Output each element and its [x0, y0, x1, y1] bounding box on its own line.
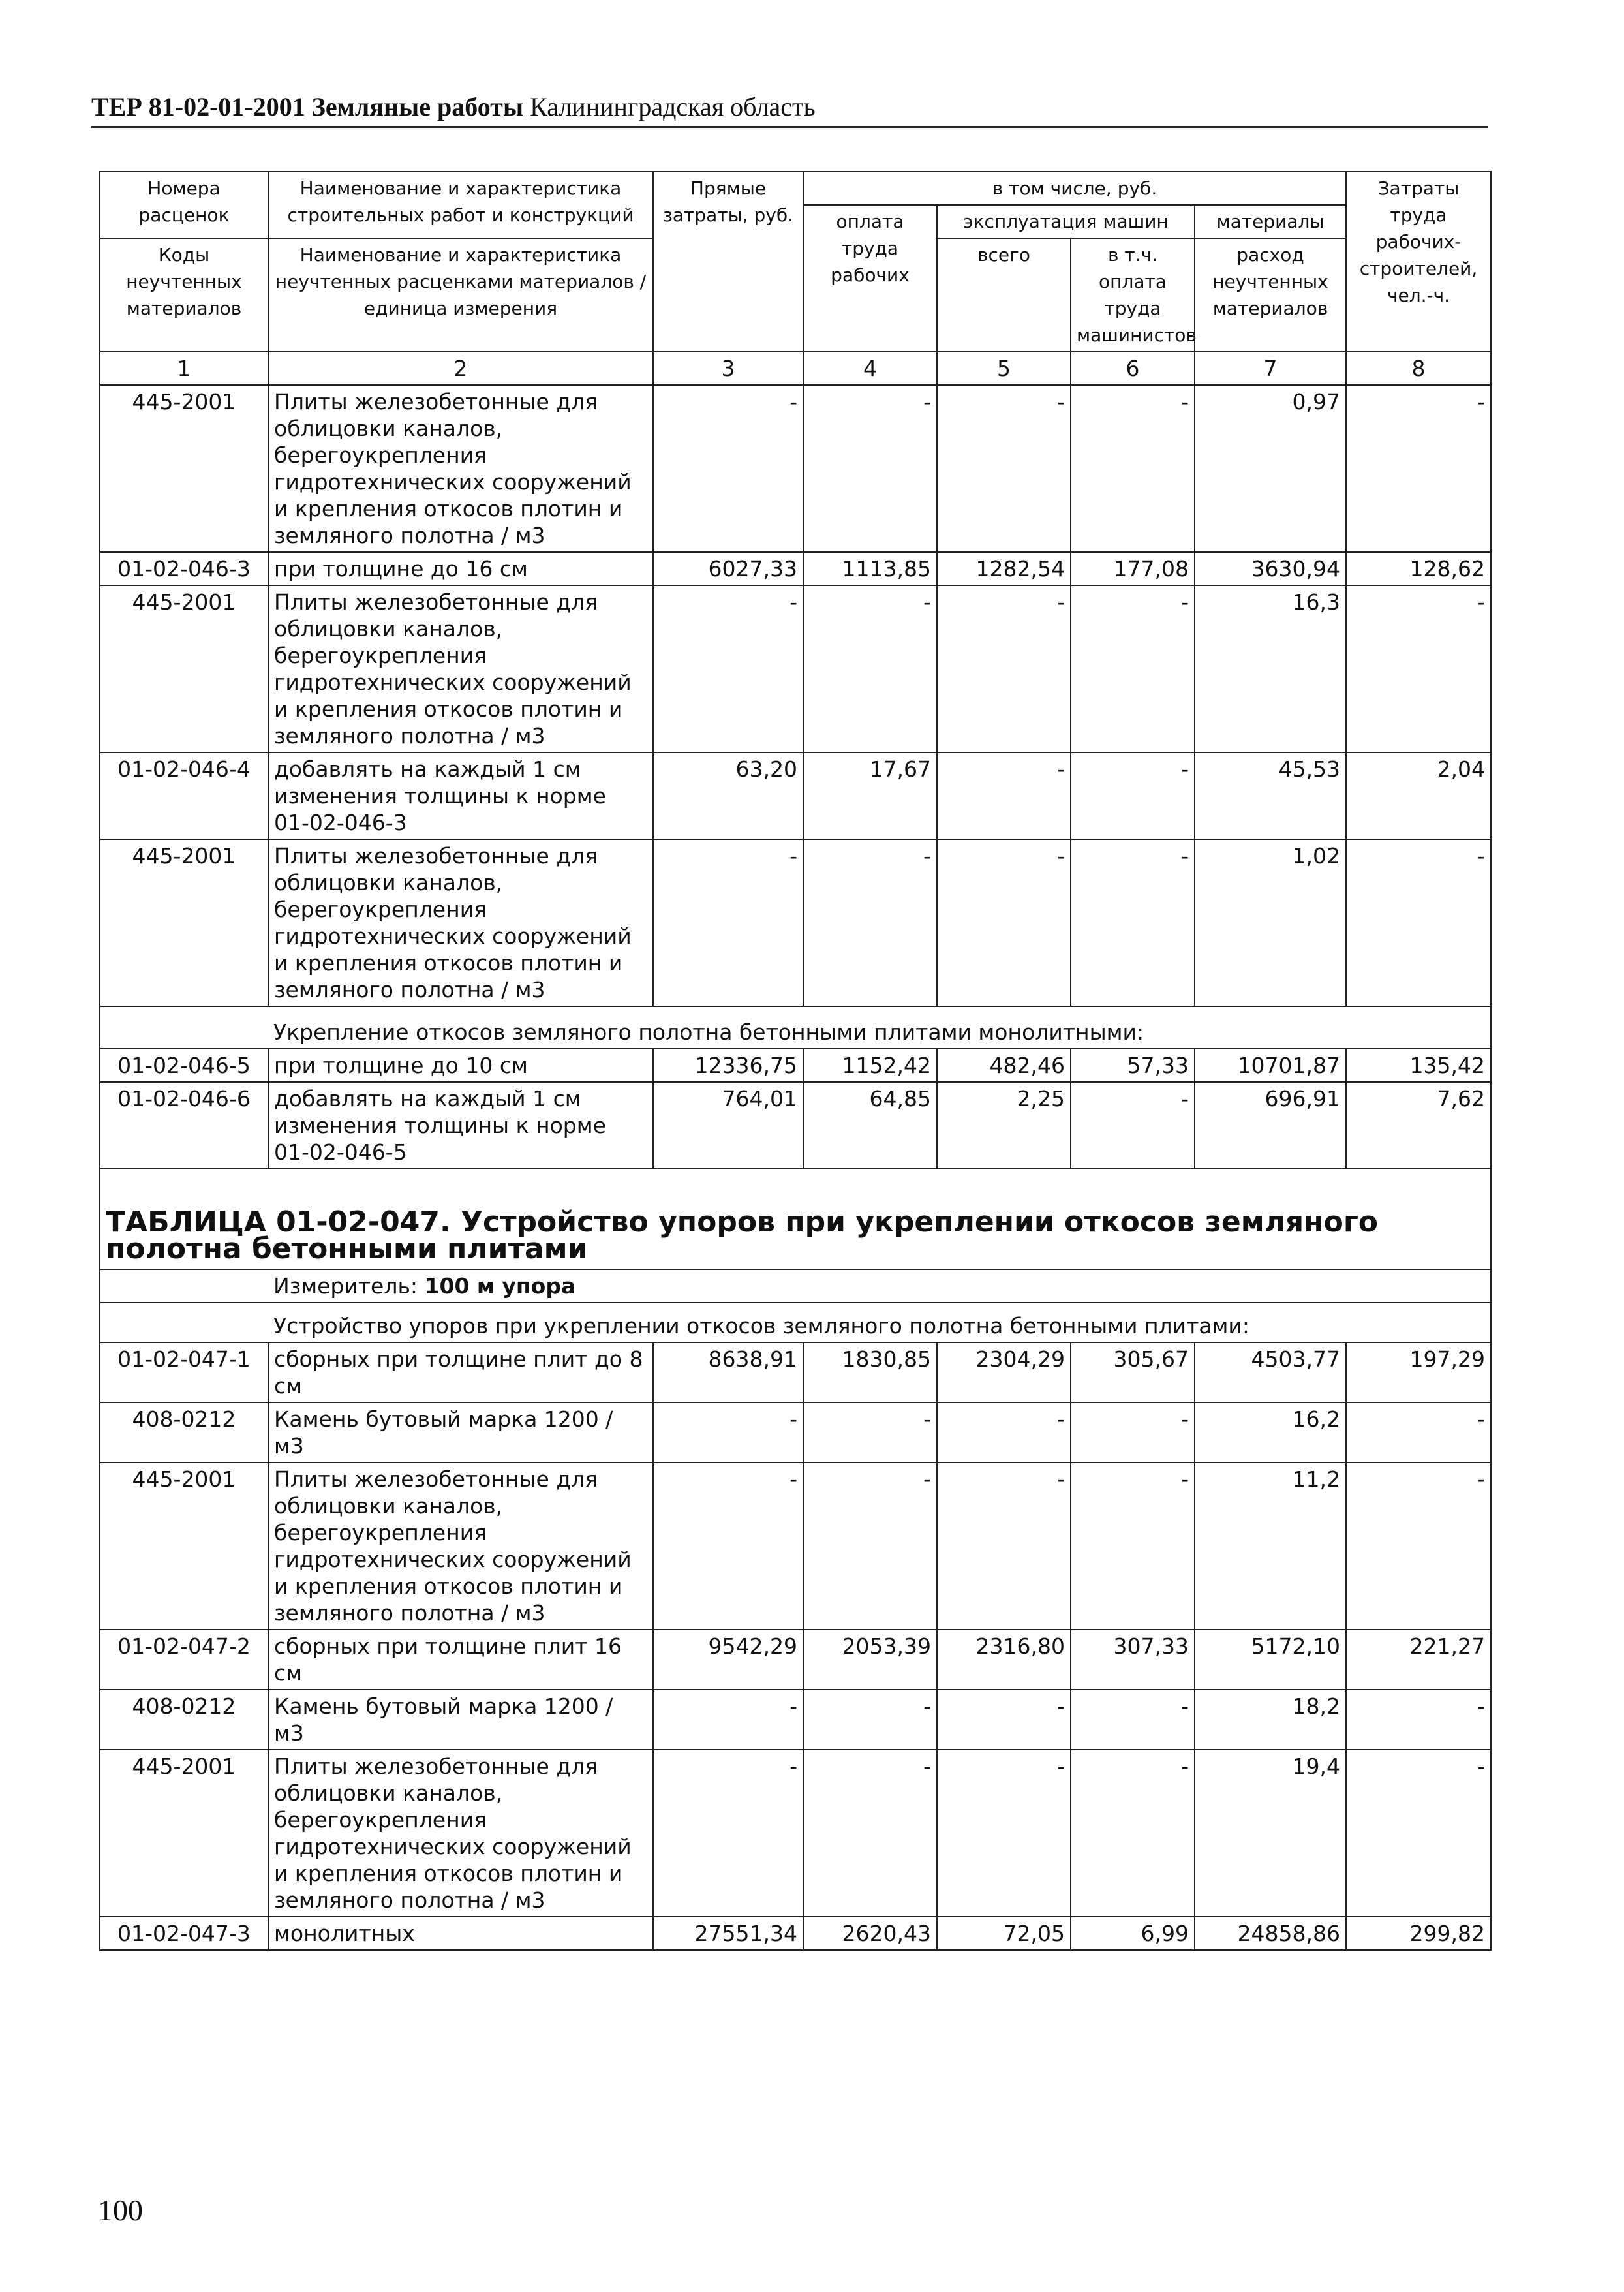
- cell-direct: -: [653, 385, 803, 552]
- cell-operators: -: [1071, 1463, 1195, 1630]
- cell-direct: 8638,91: [653, 1342, 803, 1402]
- cell-labor: 2053,39: [803, 1630, 937, 1690]
- table-row: [100, 1690, 1491, 1750]
- cell-labor-hours: -: [1346, 585, 1491, 752]
- cell-labor-hours: 128,62: [1346, 552, 1491, 585]
- row-name: Плиты железобетонные для облицовки каналов, берегоукрепления гидротехнических сооружений и крепления откосов плотин и земляного полотна / м3: [268, 385, 653, 552]
- unit-row: [100, 1269, 1491, 1303]
- column-number: 7: [1195, 352, 1346, 385]
- cell-machines: 2304,29: [937, 1342, 1071, 1402]
- cell-direct: 63,20: [653, 752, 803, 839]
- cell-materials: 24858,86: [1195, 1917, 1346, 1950]
- cell-labor-hours: 299,82: [1346, 1917, 1491, 1950]
- exp-header: эксплуатация машин: [937, 205, 1195, 238]
- row-code: 01-02-046-3: [100, 552, 268, 585]
- cell-materials: 11,2: [1195, 1463, 1346, 1630]
- col2-top-header: Наименование и характеристика строительных работ и конструкций: [268, 172, 653, 238]
- cell-labor-hours: 221,27: [1346, 1630, 1491, 1690]
- cell-operators: -: [1071, 839, 1195, 1006]
- col2-bottom-header: Наименование и характеристика неучтенных расценками материалов / единица измерения: [268, 238, 653, 352]
- table-row: [100, 1402, 1491, 1463]
- group-spacer: [100, 1006, 268, 1049]
- table-row: [100, 1342, 1491, 1402]
- table-row: [100, 752, 1491, 839]
- cell-machines: 2316,80: [937, 1630, 1071, 1690]
- row-name: Плиты железобетонные для облицовки каналов, берегоукрепления гидротехнических сооружений и крепления откосов плотин и земляного полотна / м3: [268, 585, 653, 752]
- cell-labor-hours: -: [1346, 1402, 1491, 1463]
- col1-bottom-header: Коды неучтенных материалов: [100, 238, 268, 352]
- row-name: Камень бутовый марка 1200 / м3: [268, 1690, 653, 1750]
- cell-labor: 1113,85: [803, 552, 937, 585]
- cell-labor-hours: 2,04: [1346, 752, 1491, 839]
- cell-labor-hours: 7,62: [1346, 1082, 1491, 1169]
- cell-materials: 19,4: [1195, 1750, 1346, 1917]
- table-row: [100, 1049, 1491, 1082]
- column-number: 2: [268, 352, 653, 385]
- cell-machines: -: [937, 1690, 1071, 1750]
- cell-direct: 6027,33: [653, 552, 803, 585]
- unit-label: Измеритель:: [273, 1273, 418, 1299]
- cell-direct: 12336,75: [653, 1049, 803, 1082]
- cell-materials: 696,91: [1195, 1082, 1346, 1169]
- table-row: [100, 1917, 1491, 1950]
- table-row: [100, 385, 1491, 552]
- column-number: 8: [1346, 352, 1491, 385]
- cell-operators: -: [1071, 585, 1195, 752]
- cell-machines: -: [937, 585, 1071, 752]
- cell-operators: -: [1071, 1750, 1195, 1917]
- row-code: 445-2001: [100, 585, 268, 752]
- cell-materials: 0,97: [1195, 385, 1346, 552]
- cell-materials: 10701,87: [1195, 1049, 1346, 1082]
- table-title-row: [100, 1169, 1491, 1269]
- cell-labor: 1152,42: [803, 1049, 937, 1082]
- group-heading: Устройство упоров при укреплении откосов земляного полотна бетонными плитами:: [268, 1303, 1491, 1342]
- cell-direct: -: [653, 1402, 803, 1463]
- col3-header: Прямые затраты, руб.: [653, 172, 803, 352]
- table-row: [100, 1750, 1491, 1917]
- cell-labor: 64,85: [803, 1082, 937, 1169]
- cell-labor: 2620,43: [803, 1917, 937, 1950]
- cell-machines: 482,46: [937, 1049, 1071, 1082]
- cell-operators: -: [1071, 385, 1195, 552]
- table-row: [100, 839, 1491, 1006]
- cell-operators: -: [1071, 1402, 1195, 1463]
- col5-header: всего: [937, 238, 1071, 352]
- cell-machines: 72,05: [937, 1917, 1071, 1950]
- row-name: добавлять на каждый 1 см изменения толщины к норме 01-02-046-3: [268, 752, 653, 839]
- cell-operators: 305,67: [1071, 1342, 1195, 1402]
- cell-direct: -: [653, 585, 803, 752]
- cell-labor: -: [803, 1750, 937, 1917]
- row-name: при толщине до 16 см: [268, 552, 653, 585]
- table-row: [100, 1463, 1491, 1630]
- rates-table: [99, 171, 1492, 1951]
- cell-materials: 4503,77: [1195, 1342, 1346, 1402]
- cell-direct: 27551,34: [653, 1917, 803, 1950]
- cell-labor: -: [803, 1690, 937, 1750]
- group-heading-row: [100, 1303, 1491, 1342]
- row-code: 445-2001: [100, 1750, 268, 1917]
- header-region: Калининградская область: [530, 92, 816, 121]
- cell-materials: 18,2: [1195, 1690, 1346, 1750]
- col4-header: оплата труда рабочих: [803, 205, 937, 352]
- row-name: сборных при толщине плит до 8 см: [268, 1342, 653, 1402]
- row-name: Плиты железобетонные для облицовки каналов, берегоукрепления гидротехнических сооружений и крепления откосов плотин и земляного полотна / м3: [268, 1750, 653, 1917]
- cell-operators: -: [1071, 1082, 1195, 1169]
- unit-line: [268, 1269, 1491, 1303]
- cell-labor: -: [803, 839, 937, 1006]
- row-code: 445-2001: [100, 385, 268, 552]
- row-name: добавлять на каждый 1 см изменения толщины к норме 01-02-046-5: [268, 1082, 653, 1169]
- row-code: 01-02-047-3: [100, 1917, 268, 1950]
- column-number: 3: [653, 352, 803, 385]
- cell-labor: -: [803, 1402, 937, 1463]
- col7-header: расход неучтенных материалов: [1195, 238, 1346, 352]
- column-number: 1: [100, 352, 268, 385]
- table-row: [100, 1630, 1491, 1690]
- cell-direct: 9542,29: [653, 1630, 803, 1690]
- group-spacer: [100, 1303, 268, 1342]
- row-name: при толщине до 10 см: [268, 1049, 653, 1082]
- column-numbers-row: [100, 352, 1491, 385]
- cell-labor-hours: -: [1346, 839, 1491, 1006]
- cell-labor: -: [803, 585, 937, 752]
- row-name: Плиты железобетонные для облицовки каналов, берегоукрепления гидротехнических сооружений и крепления откосов плотин и земляного полотна / м3: [268, 1463, 653, 1630]
- row-code: 01-02-047-1: [100, 1342, 268, 1402]
- cell-labor: -: [803, 385, 937, 552]
- column-number: 5: [937, 352, 1071, 385]
- unit-spacer: [100, 1269, 268, 1303]
- mat-header: материалы: [1195, 205, 1346, 238]
- header-row-1: [100, 172, 1491, 205]
- cell-materials: 16,3: [1195, 585, 1346, 752]
- cell-direct: -: [653, 839, 803, 1006]
- table-title: ТАБЛИЦА 01-02-047. Устройство упоров при укреплении откосов земляного полотна бетонными плитами: [100, 1169, 1491, 1269]
- cell-operators: -: [1071, 752, 1195, 839]
- table-row: [100, 552, 1491, 585]
- row-code: 01-02-047-2: [100, 1630, 268, 1690]
- column-number: 6: [1071, 352, 1195, 385]
- cell-direct: -: [653, 1750, 803, 1917]
- cell-operators: 307,33: [1071, 1630, 1195, 1690]
- cell-labor: -: [803, 1463, 937, 1630]
- row-name: сборных при толщине плит 16 см: [268, 1630, 653, 1690]
- cell-direct: -: [653, 1463, 803, 1630]
- cell-materials: 16,2: [1195, 1402, 1346, 1463]
- cell-operators: 177,08: [1071, 552, 1195, 585]
- row-name: Плиты железобетонные для облицовки каналов, берегоукрепления гидротехнических сооружений и крепления откосов плотин и земляного полотна / м3: [268, 839, 653, 1006]
- cell-operators: 57,33: [1071, 1049, 1195, 1082]
- table-row: [100, 585, 1491, 752]
- cell-machines: -: [937, 385, 1071, 552]
- cell-direct: 764,01: [653, 1082, 803, 1169]
- cell-machines: 2,25: [937, 1082, 1071, 1169]
- cell-machines: -: [937, 1463, 1071, 1630]
- row-code: 408-0212: [100, 1402, 268, 1463]
- row-code: 408-0212: [100, 1690, 268, 1750]
- col1-top-header: Номера расценок: [100, 172, 268, 238]
- row-code: 01-02-046-6: [100, 1082, 268, 1169]
- row-code: 445-2001: [100, 1463, 268, 1630]
- cell-materials: 3630,94: [1195, 552, 1346, 585]
- cell-machines: 1282,54: [937, 552, 1071, 585]
- page-header: [91, 91, 1488, 128]
- cell-labor-hours: -: [1346, 1690, 1491, 1750]
- cell-labor-hours: -: [1346, 1750, 1491, 1917]
- cell-materials: 45,53: [1195, 752, 1346, 839]
- row-code: 01-02-046-4: [100, 752, 268, 839]
- row-code: 445-2001: [100, 839, 268, 1006]
- col8-header: Затраты труда рабочих-строителей, чел.-ч.: [1346, 172, 1491, 352]
- cell-materials: 5172,10: [1195, 1630, 1346, 1690]
- group-heading-row: [100, 1006, 1491, 1049]
- row-name: Камень бутовый марка 1200 / м3: [268, 1402, 653, 1463]
- cell-machines: -: [937, 1750, 1071, 1917]
- row-name: монолитных: [268, 1917, 653, 1950]
- column-number: 4: [803, 352, 937, 385]
- cell-machines: -: [937, 839, 1071, 1006]
- cell-machines: -: [937, 752, 1071, 839]
- cell-labor-hours: -: [1346, 385, 1491, 552]
- header-code: ТЕР 81-02-01-2001 Земляные работы: [91, 92, 524, 121]
- table-row: [100, 1082, 1491, 1169]
- group-heading: Укрепление откосов земляного полотна бетонными плитами монолитными:: [268, 1006, 1491, 1049]
- row-code: 01-02-046-5: [100, 1049, 268, 1082]
- page-number: 100: [98, 2193, 143, 2227]
- cell-labor-hours: 135,42: [1346, 1049, 1491, 1082]
- cell-materials: 1,02: [1195, 839, 1346, 1006]
- cell-labor: 17,67: [803, 752, 937, 839]
- cell-direct: -: [653, 1690, 803, 1750]
- cell-labor-hours: -: [1346, 1463, 1491, 1630]
- cell-labor-hours: 197,29: [1346, 1342, 1491, 1402]
- cell-operators: 6,99: [1071, 1917, 1195, 1950]
- cell-machines: -: [937, 1402, 1071, 1463]
- incl-header: в том числе, руб.: [803, 172, 1346, 205]
- cell-operators: -: [1071, 1690, 1195, 1750]
- unit-value: 100 м упора: [424, 1273, 576, 1299]
- cell-labor: 1830,85: [803, 1342, 937, 1402]
- col6-header: в т.ч. оплата труда машинистов: [1071, 238, 1195, 352]
